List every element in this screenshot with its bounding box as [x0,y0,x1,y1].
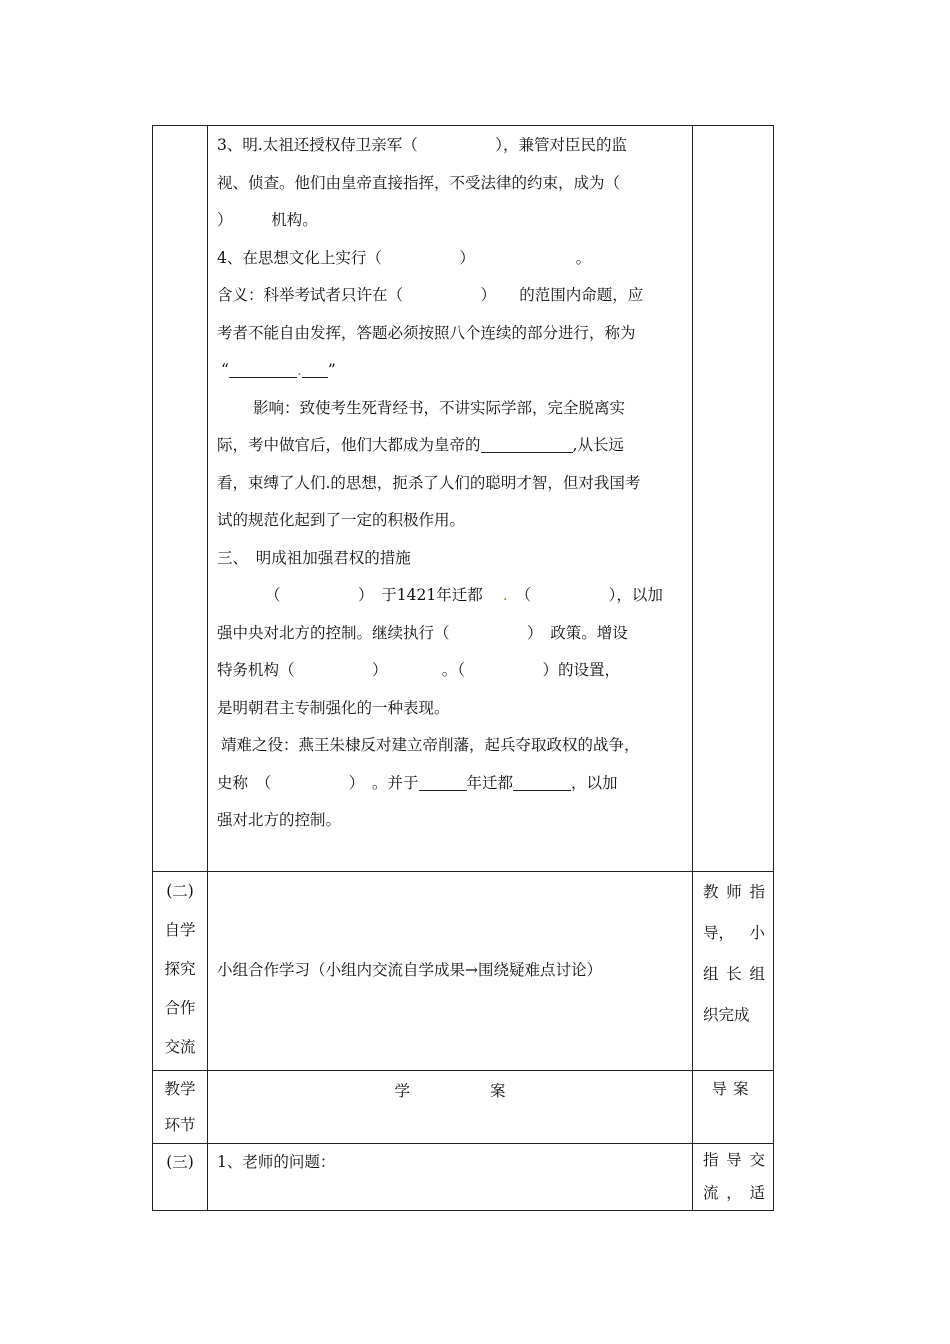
text-fragment: 考中做官后，他们大都成为皇帝的 [248,436,481,454]
teacher-question-label: 1、老师的问题： [217,1153,336,1171]
text-fragment: ,从长远 [572,436,624,454]
text-line-with-blank [217,577,683,615]
stage-cell-empty [153,126,208,872]
header-label: 案 [490,1082,506,1100]
stage-label: 合作 [164,999,196,1017]
guide-char: 师 [726,883,742,901]
guide-char: 教 [703,883,719,901]
quote-open: “ [221,361,229,379]
stage-cell-self-study [153,872,208,1071]
text-fragment: 史称 （ ） 。并于 [217,773,419,792]
marker-dot: . [502,586,508,604]
guide-char: 交 [749,1151,765,1169]
fill-blank [419,772,467,791]
fill-blank [481,434,573,453]
guide-char: 适 [749,1184,765,1202]
quote-close: ” [327,361,336,379]
text-line: 影响：致使考生死背经书，不讲实际学部，完全脱离实 [253,398,626,417]
guide-char: 指 [749,883,765,901]
text-fragment: 际， [217,436,249,454]
header-label: 环节 [164,1116,196,1134]
text-line: 视、侦查。他们由皇帝直接指挥，不受法律的约束，成为（ [217,173,621,192]
text-line: 靖难之役：燕王朱棣反对建立帝削藩，起兵夺取政权的战争， [221,736,640,754]
text-fragment: 年迁都 [466,773,514,792]
table-row-self-study [153,872,774,1071]
header-cell-stage [153,1071,208,1144]
lesson-plan-table [152,125,774,1211]
text-line: 强对北方的控制。 [217,811,342,829]
text-line: 含义：科举考试者只许在（ ） 的范围内命题，应 [217,286,644,304]
text-line: ） 机构。 [217,211,318,229]
text-line: 看，束缚了人们.的思想，扼杀了人们的聪明才智，但对我国考 [217,473,641,492]
stage-label: 交流 [164,1038,196,1056]
guide-line [703,1177,765,1210]
stage-cell-third [153,1144,208,1211]
guide-line [703,913,765,954]
table-header-row [153,1071,774,1144]
header-cell-guide-plan [693,1071,774,1144]
header-label: 教学 [164,1080,196,1098]
guide-line [703,1144,765,1177]
text-line: 4、在思想文化上实行（ ） 。 [217,248,592,267]
text-line: 试的规范化起到了一定的积极作用。 [217,511,466,529]
table-row-third [153,1144,774,1211]
guide-char: 指 [703,1151,719,1169]
guide-char: 流 [703,1184,719,1202]
content-cell-third [208,1144,693,1211]
table-row-continuation [153,126,774,872]
quote-blank-line [217,352,683,390]
text-line: 强中央对北方的控制。继续执行（ ） 政策。增设 [217,623,628,642]
header-label: 导案 [711,1080,755,1098]
text-line: 3、明.太祖还授权侍卫亲军（ ），兼管对臣民的监 [217,136,628,154]
guide-char: ， [726,1184,742,1202]
content-cell-self-study [208,872,693,1071]
section-heading: 三、 明成祖加强君权的措施 [217,548,411,567]
stage-label: 自学 [164,921,196,939]
text-fragment: ，以加 [571,773,618,792]
text-fragment: （ ），以加 [515,586,663,604]
guide-cell-empty [693,126,774,872]
text-line: 考者不能自由发挥，答题必须按照八个连续的部分进行，称为 [217,323,636,342]
marker-dot: . [296,361,302,379]
guide-char: 组 [749,965,765,983]
guide-line: 织完成 [703,1006,750,1024]
text-line-with-blank [217,765,683,803]
stage-label: (三) [166,1153,194,1171]
group-study-text: 小组合作学习（小组内交流自学成果→围绕疑难点讨论） [217,961,602,980]
text-line: 特务机构（ ） 。（ ）的设置， [217,661,621,679]
stage-label: 探究 [164,960,196,978]
header-cell-study-plan [208,1071,693,1144]
guide-cell-third [693,1144,774,1211]
content-cell-continuation [208,126,693,872]
guide-line [703,872,765,913]
guide-char: 长 [726,965,742,983]
guide-char: 导 [726,1151,742,1169]
guide-char: 小 [749,924,765,942]
guide-cell-self-study [693,872,774,1071]
header-label: 学 [394,1082,410,1100]
text-line: 是明朝君主专制强化的一种表现。 [217,698,450,717]
stage-label: (二) [166,882,194,900]
text-line-with-blank [217,427,683,465]
guide-line [703,954,765,995]
guide-char: 导， [703,924,735,942]
text-fragment: （ ） 于1421年迁都 [265,586,483,604]
fill-blank [302,359,328,378]
guide-char: 组 [703,965,719,983]
fill-blank [229,359,297,378]
fill-blank [513,772,571,791]
